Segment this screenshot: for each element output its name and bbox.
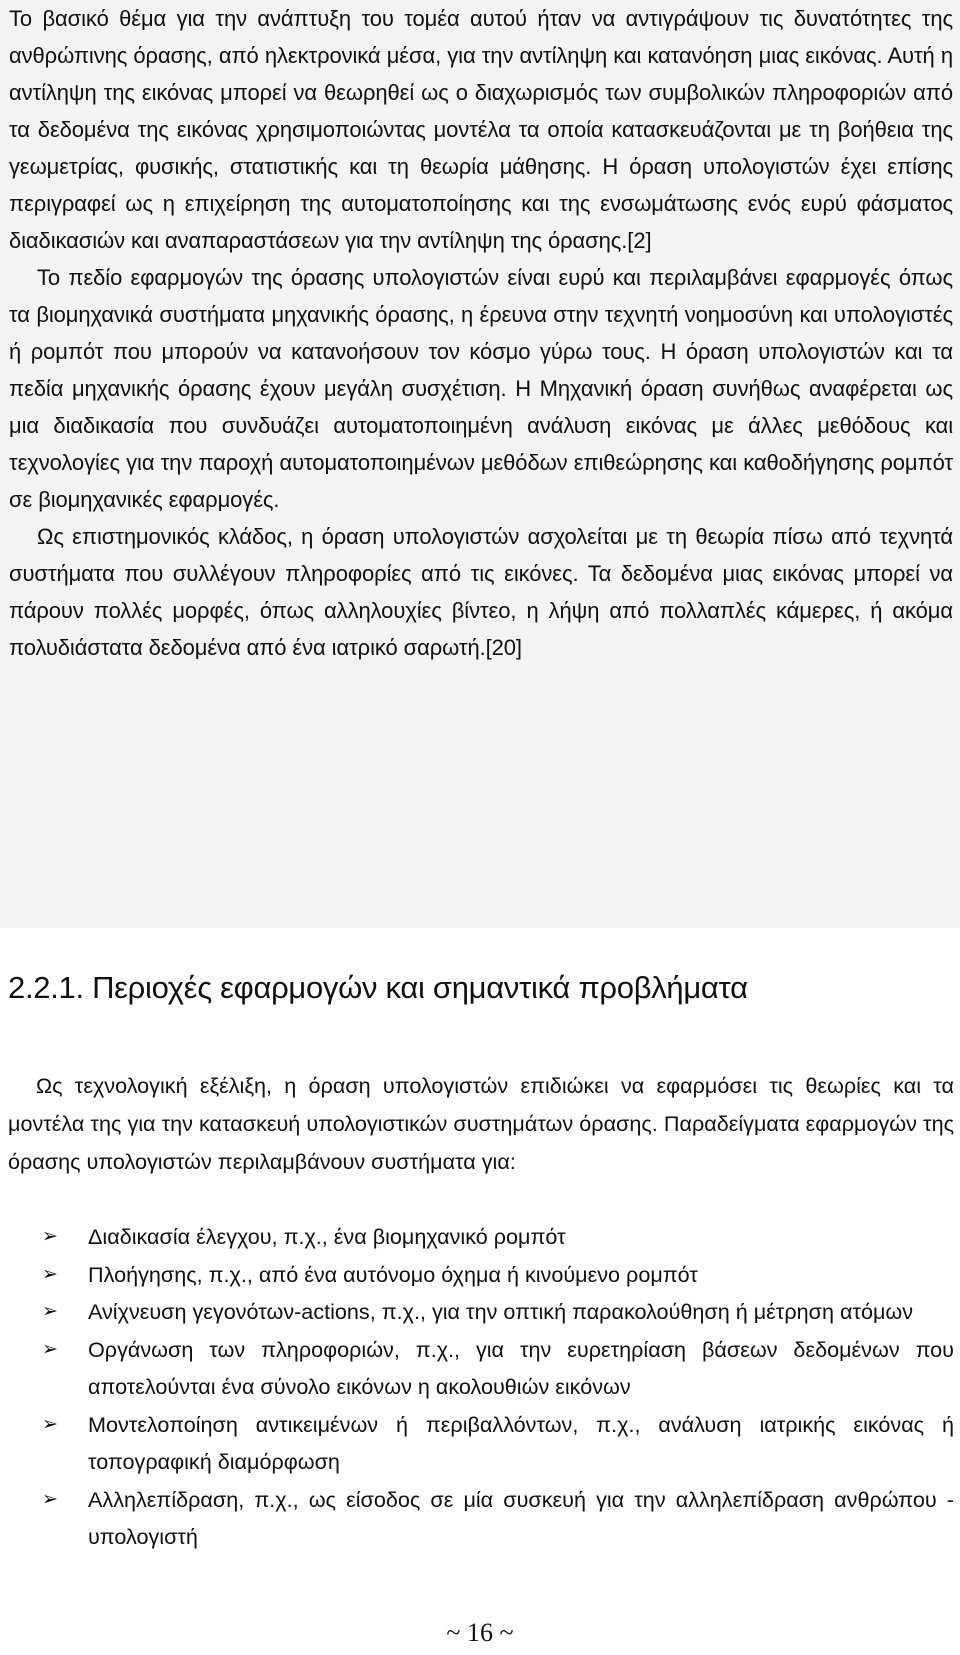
list-item-text: Μοντελοποίηση αντικειμένων ή περιβαλλόντων, π.χ., ανάλυση ιατρικής εικόνας ή τοπογραφική διαμόρφωση: [88, 1411, 954, 1474]
arrowhead-bullet-icon: ➢: [42, 1413, 58, 1435]
page-number: ~ 16 ~: [446, 1618, 514, 1647]
applications-list: [42, 1218, 954, 1556]
intro-text: [9, 0, 953, 666]
list-item-text: Διαδικασία έλεγχου, π.χ., ένα βιομηχανικό ρομπότ: [88, 1224, 566, 1249]
arrowhead-bullet-icon: ➢: [42, 1263, 58, 1285]
list-item-text: Ανίχνευση γεγονότων-actions, π.χ., για την οπτική παρακολούθηση ή μέτρηση ατόμων: [88, 1299, 914, 1324]
arrowhead-bullet-icon: ➢: [42, 1488, 58, 1510]
arrowhead-bullet-icon: ➢: [42, 1301, 58, 1322]
list-item: [42, 1406, 954, 1481]
section-heading: 2.2.1. Περιοχές εφαρμογών και σημαντικά προβλήματα: [8, 970, 748, 1005]
list-item: [42, 1256, 954, 1294]
arrowhead-bullet-icon: ➢: [42, 1226, 58, 1247]
list-item-text: Πλοήγησης, π.χ., από ένα αυτόνομο όχημα ή κινούμενο ρομπότ: [88, 1261, 698, 1287]
section-paragraph: Ως τεχνολογική εξέλιξη, η όραση υπολογιστών επιδιώκει να εφαρμόσει τις θεωρίες και τα μοντέλα της για την κατασκευή υπολογιστικών συστημάτων όρασης. Παραδείγματα εφαρμογών της όρασης υπολογιστών περιλαμβάνουν συστήματα για:: [8, 1073, 954, 1174]
intro-paragraph-2: Το πεδίο εφαρμογών της όρασης υπολογιστών είναι ευρύ και περιλαμβάνει εφαρμογές όπως τα βιομηχανικά συστήματα μηχανικής όρασης, η έρευνα στην τεχνητή νοημοσύνη και υπολογιστές ή ρομπότ που μπορούν να κατανοήσουν τον κόσμο γύρω τους. Η όραση υπολογιστών και τα πεδία μηχανικής όρασης έχουν μεγάλη συσχέτιση. Η Μηχανική όραση συνήθως αναφέρεται ως μια διαδικασία που συνδυάζει αυτοματοποιημένη ανάλυση εικόνας με άλλες μεθόδους και τεχνολογίες για την παροχή αυτοματοποιημένων μεθόδων επιθεώρησης και καθοδήγησης ρομπότ σε βιομηχανικές εφαρμογές.: [9, 265, 953, 512]
list-item: [42, 1331, 954, 1406]
intro-paragraph-1: Το βασικό θέμα για την ανάπτυξη του τομέα αυτού ήταν να αντιγράψουν τις δυνατότητες της ανθρώπινης όρασης, από ηλεκτρονικά μέσα, για την αντίληψη και κατανόηση μιας εικόνας. Αυτή η αντίληψη της εικόνας μπορεί να θεωρηθεί ως ο διαχωρισμός των συμβολικών πληροφοριών από τα δεδομένα της εικόνας χρησιμοποιώντας μοντέλα τα οποία κατασκευάζονται με τη βοήθεια της γεωμετρίας, φυσικής, στατιστικής και τη θεωρία μάθησης. Η όραση υπολογιστών έχει επίσης περιγραφεί ως η επιχείρηση της αυτοματοποίησης και της ενσωμάτωσης ενός ευρύ φάσματος διαδικασιών και αναπαραστάσεων για την αντίληψη της όρασης.[2]: [9, 6, 953, 253]
section-body: [8, 1067, 954, 1181]
list-item-text: Αλληλεπίδραση, π.χ., ως είσοδος σε μία συσκευή για την αλληλεπίδραση ανθρώπου - υπολογιστή: [88, 1486, 954, 1549]
list-item-text: Οργάνωση των πληροφοριών, π.χ., για την ευρετηρίαση βάσεων δεδομένων που αποτελούνται ένα σύνολο εικόνων η ακολουθιών εικόνων: [88, 1336, 954, 1399]
list-item: [42, 1218, 954, 1256]
intro-paragraph-3: Ως επιστημονικός κλάδος, η όραση υπολογιστών ασχολείται με τη θεωρία πίσω από τεχνητά συστήματα που συλλέγουν πληροφορίες από τις εικόνες. Τα δεδομένα μιας εικόνας μπορεί να πάρουν πολλές μορφές, όπως αλληλουχίες βίντεο, η λήψη από πολλαπλές κάμερες, ή ακόμα πολυδιάστατα δεδομένα από ένα ιατρικό σαρωτή.[20]: [9, 524, 953, 660]
list-item: [42, 1481, 954, 1556]
arrowhead-bullet-icon: ➢: [42, 1338, 58, 1360]
list-item: [42, 1293, 954, 1331]
